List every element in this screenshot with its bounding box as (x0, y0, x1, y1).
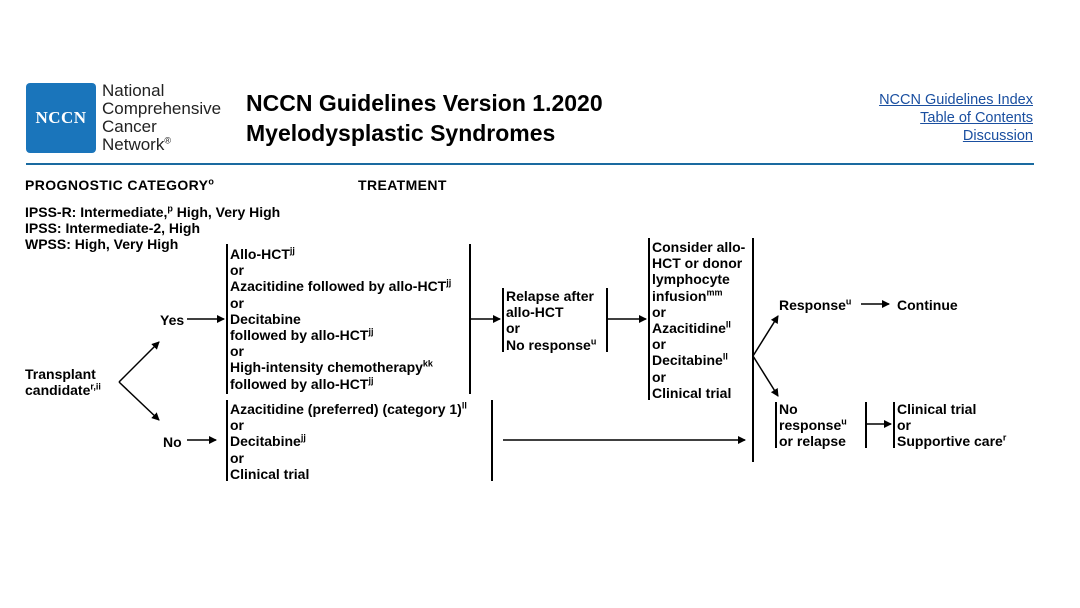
nccn-logo: NCCN (26, 83, 96, 153)
arrow-to-yes (119, 342, 159, 382)
option-line: or (652, 368, 666, 385)
option-line: infusion$^{mm}$ (652, 286, 723, 304)
option-line: or (652, 336, 666, 353)
org-line: National (102, 81, 165, 100)
option-line: HCT or donor (652, 255, 743, 272)
option-line: or relapse (779, 433, 846, 450)
continue-label: Continue (897, 297, 958, 313)
option-line: or (506, 320, 520, 337)
option-line: or (230, 417, 244, 434)
option-line: Decitabine$^{jj}$ (230, 432, 306, 450)
ipss-line: IPSS: Intermediate-2, High (25, 220, 201, 237)
option-line: Clinical trial (897, 401, 977, 417)
prognostic-category-heading: PROGNOSTIC CATEGORY$^o$ (25, 176, 215, 193)
response-label: Response$^u$ (779, 296, 852, 313)
transplant-candidate: Transplant candidate$^{r,ii}$ (25, 366, 101, 399)
option-line: followed by allo-$HCT^{jj}$ (230, 374, 374, 392)
arrow-to-no (119, 382, 159, 420)
arrow-to-response (753, 316, 778, 356)
option-line: Consider allo- (652, 239, 746, 255)
treatment-heading: TREATMENT (358, 177, 447, 193)
wpss-line: WPSS: High, Very High (25, 236, 179, 253)
registered-mark: ® (164, 135, 171, 146)
option-line: No (779, 401, 798, 417)
option-line: Azacitidine (preferred) (category 1)$^{ll}$ (230, 400, 467, 417)
option-line: Relapse after (506, 288, 594, 304)
option-line: Decitabine$^{ll}$ (652, 351, 728, 369)
option-line: or (230, 294, 244, 311)
org-line: Network® (102, 135, 171, 154)
title-line-disease: Myelodysplastic Syndromes (246, 120, 556, 146)
option-line: or (230, 449, 244, 466)
option-line: followed by allo-$HCT^{jj}$ (230, 326, 374, 344)
title-line-version: NCCN Guidelines Version 1.2020 (246, 90, 603, 116)
org-line: Cancer (102, 117, 157, 136)
yes-label: Yes (160, 312, 185, 328)
org-line: Comprehensive (102, 99, 222, 118)
guidelines-index-link[interactable]: NCCN Guidelines Index (879, 92, 1033, 108)
option-line: High-intensity chemotherapy$^{kk}$ (230, 358, 433, 376)
option-line: Supportive care$^r$ (897, 432, 1007, 450)
discussion-link[interactable]: Discussion (962, 128, 1033, 144)
no-label: No (163, 434, 182, 450)
ipss-r-line: IPSS-R: Intermediate,$^p$ High, Very High (25, 203, 281, 220)
option-line: Clinical trial (652, 384, 732, 401)
table-of-contents-link[interactable]: Table of Contents (920, 110, 1033, 126)
option-line: Azacitidine followed by allo-$HCT^{jj}$ (230, 277, 452, 295)
option-line: or (230, 343, 244, 360)
option-line: response$^u$ (779, 416, 847, 434)
option-line: or (652, 303, 666, 320)
option-line: allo-HCT (506, 304, 564, 321)
option-line: or (897, 417, 911, 434)
option-line: Decitabine (230, 310, 301, 327)
option-line: Azacitidine$^{ll}$ (652, 319, 731, 337)
option-line: or (230, 262, 244, 279)
option-line: No response$^u$ (506, 335, 597, 353)
option-line: Clinical trial (230, 465, 310, 482)
option-line: Allo-$HCT^{jj}$ (230, 245, 295, 262)
option-line: lymphocyte (652, 271, 730, 288)
arrow-to-no-response (753, 356, 778, 396)
